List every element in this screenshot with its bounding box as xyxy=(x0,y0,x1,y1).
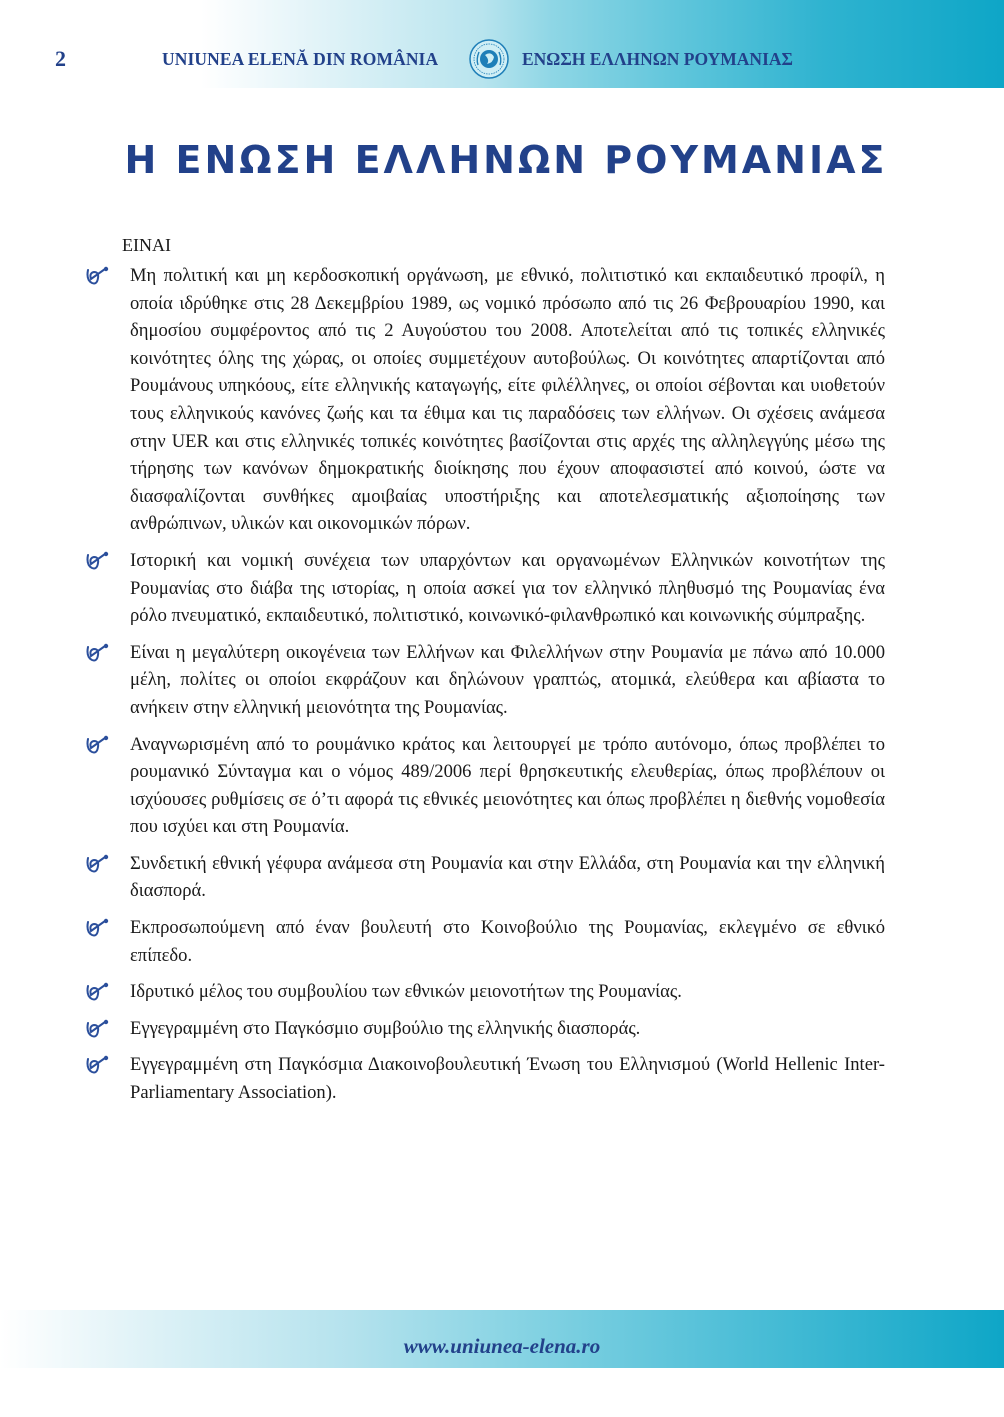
decorative-bullet-icon xyxy=(85,854,111,874)
list-item xyxy=(85,850,885,905)
list-item xyxy=(85,639,885,722)
list-item xyxy=(85,1051,885,1106)
decorative-bullet-icon xyxy=(85,1055,111,1075)
decorative-bullet-icon xyxy=(85,735,111,755)
list-item xyxy=(85,547,885,630)
decorative-bullet-icon xyxy=(85,1019,111,1039)
list-item-text: Εγγεγραμμένη στη Παγκόσμια Διακοινοβουλευτική Ένωση του Ελληνισμού (World Hellenic Inter-Parliamentary Association). xyxy=(130,1054,885,1104)
list-item-text: Συνδετική εθνική γέφυρα ανάμεσα στη Ρουμανία και στην Ελλάδα, στη Ρουμανία και την ελληνική διασπορά. xyxy=(130,852,885,902)
decorative-bullet-icon xyxy=(85,266,111,286)
intro-label: ΕΙΝΑΙ xyxy=(122,235,171,255)
list-item-text: Ιστορική και νομική συνέχεια των υπαρχόντων και οργανωμένων Ελληνικών κοινοτήτων της Ρουμανίας στο διάβα της ιστορίας, η οποία ασκεί για τον ελληνικό πληθυσμό της Ρουμανίας ένα ρόλο πνευματικό, εκπαιδευτικό, πολιτιστικό, κοινωνικό-φιλανθρωπικό και κοινωνικής σύμπραξης. xyxy=(130,549,885,627)
list-item xyxy=(85,1015,885,1043)
list-item-text: Είναι η μεγαλύτερη οικογένεια των Ελλήνων και Φιλελλήνων στην Ρουμανία με πάνω από 10.000 μέλη, πολίτες οι οποίοι εκφράζουν και δηλώνουν γραπτώς, ατομικά, ελεύθερα και αβίαστα το ανήκειν στην ελληνική μειονότητα της Ρουμανίας. xyxy=(130,641,885,718)
page-number: 2 xyxy=(55,46,66,71)
decorative-bullet-icon xyxy=(85,643,111,663)
footer-website-link[interactable]: www.uniunea-elena.ro xyxy=(403,1334,601,1358)
list-item-text: Αναγνωρισμένη από το ρουμάνικο κράτος και λειτουργεί με τρόπο αυτόνομο, όπως προβλέπει το ρουμανικό Σύνταγμα και ο νόμος 489/2006 περί θρησκευτικής ελευθερίας, όπως προβλέπουν οι ισχύουσες ρυθμίσεις σε ό’τι αφορά τις εθνικές μειονότητες και όπως προβλέπει η διεθνής νομοθεσία που ισχύει και στη Ρουμανία. xyxy=(130,733,885,838)
organization-seal-icon xyxy=(469,39,509,79)
decorative-bullet-icon xyxy=(85,918,111,938)
list-item xyxy=(85,262,885,538)
list-item xyxy=(85,978,885,1006)
header-title-romanian: UNIUNEA ELENĂ DIN ROMÂNIA xyxy=(162,49,439,69)
list-item-text: Εγγεγραμμένη στο Παγκόσμιο συμβούλιο της ελληνικής διασποράς. xyxy=(130,1017,641,1039)
bullet-list xyxy=(85,262,885,1116)
decorative-bullet-icon xyxy=(85,982,111,1002)
header-title-greek: ΕΝΩΣΗ ΕΛΛΗΝΩΝ ΡΟΥΜΑΝΙΑΣ xyxy=(522,49,793,69)
page-title: Η ΕΝΩΣΗ ΕΛΛΗΝΩΝ ΡΟΥΜΑΝΙΑΣ xyxy=(124,138,888,182)
list-item-text: Ιδρυτικό μέλος του συμβουλίου των εθνικών μειονοτήτων της Ρουμανίας. xyxy=(130,981,682,1003)
list-item xyxy=(85,731,885,841)
list-item-text: Μη πολιτική και μη κερδοσκοπική οργάνωση, με εθνικό, πολιτιστικό και εκπαιδευτικό προφίλ, η οποία ιδρύθηκε στις 28 Δεκεμβρίου 1989, ως νομικό πρόσωπο από τις 26 Φεβρουαρίου 1990, και δημοσίου συμφέροντος από τις 2 Αυγούστου του 2008. Αποτελείται από τις τοπικές ελληνικές κοινότητες όλης της χώρας, οι οποίες συμμετέχουν αυτοβούλως. Οι κοινότητες απαρτίζονται από Ρουμάνους υπηκόους, είτε ελληνικής καταγωγής, είτε φιλέλληνες, οι οποίοι σέβονται και υιοθετούν τους ελληνικούς κανόνες ζωής και τα έθιμα και τις παραδόσεις των ελλήνων. Οι σχέσεις ανάμεσα στην UER και στις ελληνικές τοπικές κοινότητες βασίζονται στις αρχές της αλληλεγγύης μέσω της τήρησης των κανόνων δημοκρατικής διοίκησης που έχουν αποφασιστεί από κοινού, ώστε να διασφαλίζονται συνθήκες αμοιβαίας υποστήριξης και αποτελεσματικής αξιοποίησης των ανθρώπινων, υλικών και οικονομικών πόρων. xyxy=(130,265,885,535)
decorative-bullet-icon xyxy=(85,551,111,571)
list-item xyxy=(85,914,885,969)
list-item-text: Εκπροσωπούμενη από έναν βουλευτή στο Κοινοβούλιο της Ρουμανίας, εκλεγμένο σε εθνικό επίπεδο. xyxy=(130,917,885,966)
